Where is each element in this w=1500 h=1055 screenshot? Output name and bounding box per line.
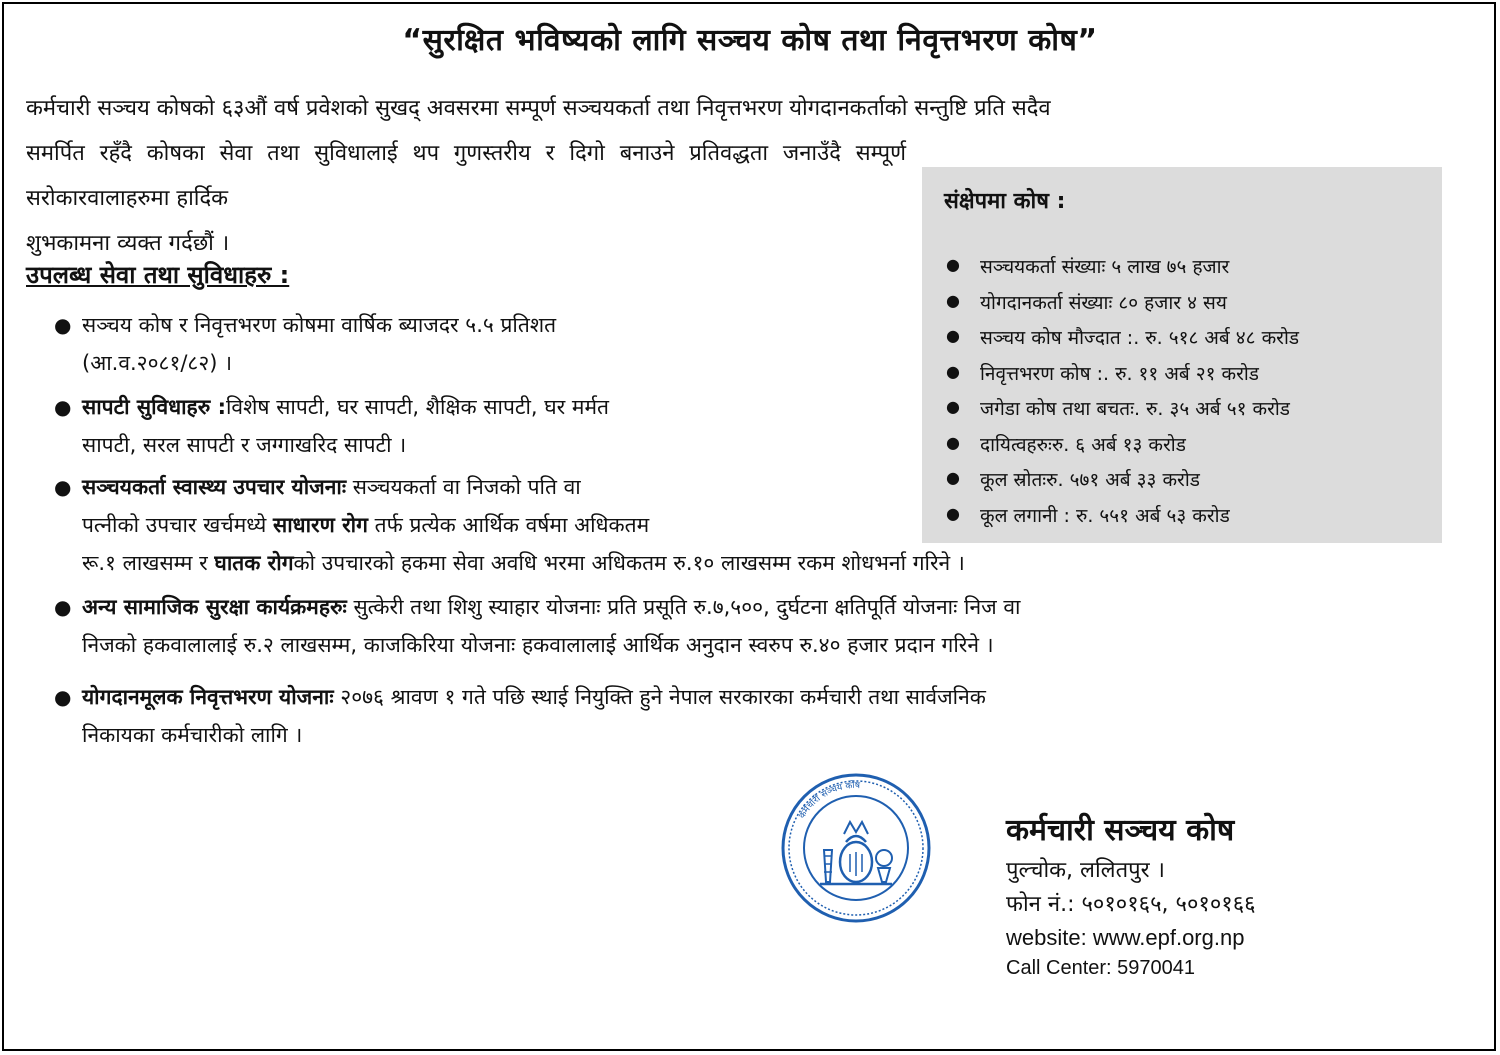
bullet-icon: ● <box>946 290 960 310</box>
page-title: “सुरक्षित भविष्यको लागि सञ्चय कोष तथा निवृत्तभरण कोष” <box>402 23 1098 58</box>
bullet-icon: ● <box>946 397 960 416</box>
intro-line: शुभकामना व्यक्त गर्दछौं । <box>26 231 230 256</box>
svg-text:कर्मचारी सञ्चय कोष <box>797 779 861 821</box>
service-pension: ● योगदानमूलक निवृत्तभरण योजनाः २०७६ श्रावण १ गते पछि स्थाई नियुक्ति हुने नेपाल सरकारका कर्मचारी तथा सार्वजनिक निकायका कर्मचारीको लागि । <box>82 678 1462 754</box>
services-heading: उपलब्ध सेवा तथा सुविधाहरु : <box>26 261 290 289</box>
list-item: ● दायित्वहरुःरु. ६ अर्ब १३ करोड <box>946 432 1186 456</box>
org-phone: फोन नं.: ५०१०१६५, ५०१०१६६ <box>1006 892 1256 917</box>
item-label: सापटी सुविधाहरु : <box>82 395 226 419</box>
org-name: कर्मचारी सञ्चय कोष <box>1006 813 1235 848</box>
org-address: पुल्चोक, ललितपुर । <box>1006 858 1165 883</box>
service-loans: ● सापटी सुविधाहरु :विशेष सापटी, घर सापटी, शैक्षिक सापटी, घर मर्मत सापटी, सरल सापटी र जग्गाखरिद सापटी । <box>82 388 817 464</box>
bullet-icon: ● <box>946 503 960 523</box>
service-health: ● सञ्चयकर्ता स्वास्थ्य उपचार योजनाः सञ्चयकर्ता वा निजको पति वा पत्नीको उपचार खर्चमध्ये साधारण रोग तर्फ प्रत्येक आर्थिक वर्षमा अधिकतम रू.१ लाखसम्म र घातक रोगको उपचारको हकमा सेवा अवधि भरमा अधिकतम रु.१० लाखसम्म रकम शोधभर्ना गरिने । <box>82 468 1462 582</box>
service-interest: ● सञ्चय कोष र निवृत्तभरण कोषमा वार्षिक ब्याजदर ५.५ प्रतिशत (आ.व.२०८१/८२) । <box>82 306 817 382</box>
summary-title: संक्षेपमा कोष : <box>944 189 1066 214</box>
org-contact-block <box>1006 808 1256 982</box>
intro-line: समर्पित रहँदै कोषका सेवा तथा सुविधालाई थप गुणस्तरीय र दिगो बनाउने प्रतिवद्धता जनाउँदै सम्पूर्ण सरोकारवालाहरुमा हार्दिक <box>26 141 906 211</box>
bullet-icon: ● <box>54 313 72 337</box>
list-item: ● सञ्चय कोष मौज्दात :. रु. ५१८ अर्ब ४८ करोड <box>946 326 1300 349</box>
bullet-icon: ● <box>946 468 960 487</box>
list-item: ● निवृत्तभरण कोष :. रु. ११ अर्ब २१ करोड <box>946 361 1259 385</box>
bullet-icon: ● <box>946 361 960 381</box>
bullet-icon: ● <box>946 326 960 345</box>
seal-ring-text: कर्मचारी सञ्चय कोष <box>797 780 861 821</box>
bullet-icon: ● <box>54 395 72 419</box>
bullet-icon: ● <box>946 255 960 274</box>
list-item: ● सञ्चयकर्ता संख्याः ५ लाख ७५ हजार <box>946 255 1230 278</box>
intro-line: कर्मचारी सञ्चय कोषको ६३औं वर्ष प्रवेशको सुखद् अवसरमा सम्पूर्ण सञ्चयकर्ता तथा निवृत्तभरण योगदानकर्ताको सन्तुष्टि प्रति सदैव <box>26 96 1051 121</box>
list-item: ● जगेडा कोष तथा बचतः. रु. ३५ अर्ब ५१ करोड <box>946 397 1290 420</box>
item-label: सञ्चयकर्ता स्वास्थ्य उपचार योजनाः <box>82 475 347 499</box>
bullet-icon: ● <box>946 432 960 452</box>
list-item: ● योगदानकर्ता संख्याः ८० हजार ४ सय <box>946 290 1227 314</box>
list-item: ● कूल स्रोतःरु. ५७१ अर्ब ३३ करोड <box>946 468 1200 491</box>
list-item: ● कूल लगानी : रु. ५५१ अर्ब ५३ करोड <box>946 503 1230 527</box>
bullet-icon: ● <box>54 595 72 619</box>
bullet-icon: ● <box>54 475 72 499</box>
org-website: website: www.epf.org.np <box>1006 925 1245 950</box>
service-social-security: ● अन्य सामाजिक सुरक्षा कार्यक्रमहरुः सुत्केरी तथा शिशु स्याहार योजनाः प्रति प्रसूति रु.७,५००, दुर्घटना क्षतिपूर्ति योजनाः निज वा निजको हकवालालाई रु.२ लाखसम्म, काजकिरिया योजनाः हकवालालाई आर्थिक अनुदान स्वरुप रु.४० हजार प्रदान गरिने । <box>82 588 1462 664</box>
item-label: योगदानमूलक निवृत्तभरण योजनाः <box>82 685 334 709</box>
org-call-center: Call Center: 5970041 <box>1006 957 1196 979</box>
bullet-icon: ● <box>54 685 72 709</box>
item-label: अन्य सामाजिक सुरक्षा कार्यक्रमहरुः <box>82 595 347 619</box>
epf-seal-logo <box>780 772 932 924</box>
